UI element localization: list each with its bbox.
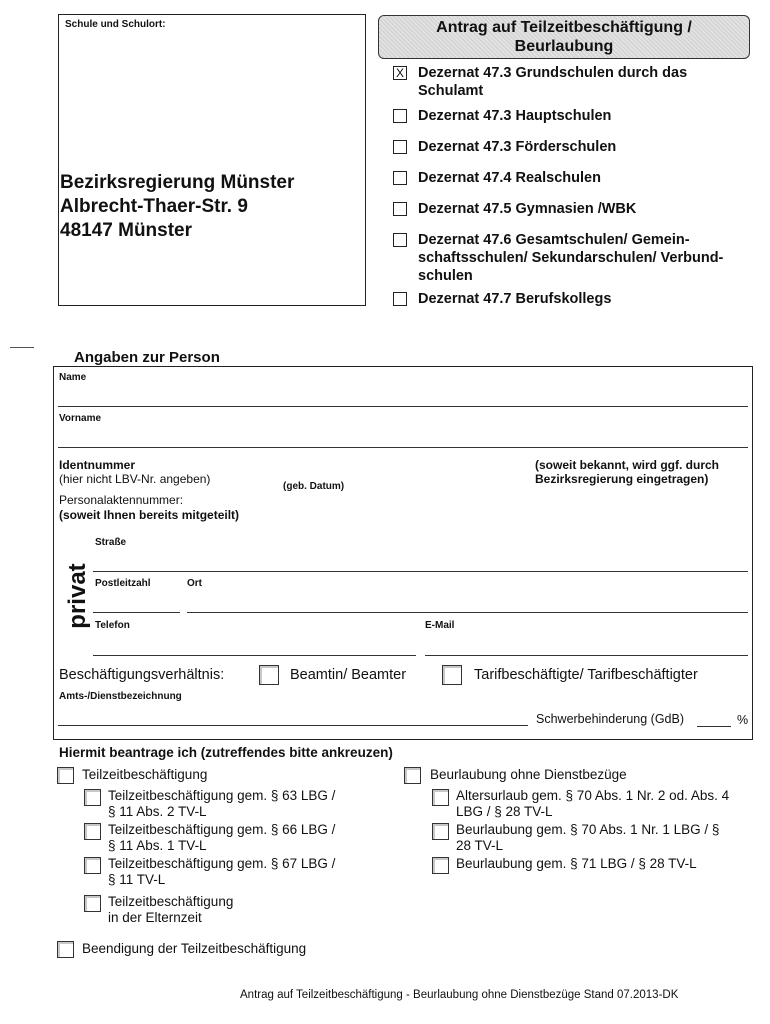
address-line2: Albrecht-Thaer-Str. 9	[60, 196, 248, 217]
t1-checkbox[interactable]	[84, 789, 101, 806]
beendigung-label: Beendigung der Teilzeitbeschäftigung	[82, 941, 307, 956]
t1-line2: § 11 Abs. 2 TV-L	[108, 804, 207, 819]
t3-line2: § 11 TV-L	[108, 872, 166, 887]
form-title-line1: Antrag auf Teilzeitbeschäftigung /	[436, 19, 692, 36]
akten-label: Personalaktennummer:	[59, 493, 184, 507]
t4-line1: Teilzeitbeschäftigung	[108, 894, 234, 909]
dezernat-label-realschulen: Dezernat 47.4 Realschulen	[418, 170, 601, 186]
beendigung-checkbox[interactable]	[57, 941, 74, 958]
vorname-field[interactable]	[58, 447, 748, 448]
akten-hint: (soweit Ihnen bereits mitgeteilt)	[59, 508, 240, 522]
t2-checkbox[interactable]	[84, 823, 101, 840]
t1-label	[108, 788, 335, 820]
email-label: E-Mail	[425, 620, 455, 631]
t4-line2: in der Elternzeit	[108, 910, 202, 925]
b1-line1: Altersurlaub gem. § 70 Abs. 1 Nr. 2 od. Abs. 4	[456, 788, 730, 803]
person-box	[53, 366, 753, 740]
plz-field[interactable]	[93, 612, 180, 613]
b1-checkbox[interactable]	[432, 789, 449, 806]
b2-checkbox[interactable]	[432, 823, 449, 840]
dezernat-checkbox-berufskollegs[interactable]	[393, 292, 407, 306]
dezernat-gesamtschulen-line1: Dezernat 47.6 Gesamtschulen/ Gemein-	[418, 232, 690, 248]
name-field[interactable]	[58, 406, 748, 407]
beamter-label: Beamtin/ Beamter	[290, 667, 407, 683]
antrag-heading: Hiermit beantrage ich (zutreffendes bitte ankreuzen)	[59, 745, 393, 760]
beurlaubung-checkbox[interactable]	[404, 767, 421, 784]
b2-label	[456, 822, 719, 854]
footer-text: Antrag auf Teilzeitbeschäftigung - Beurlaubung ohne Dienstbezüge Stand 07.2013-DK	[240, 989, 679, 1001]
amts-label: Amts-/Dienstbezeichnung	[59, 691, 182, 702]
dezernat-grundschulen-line1: Dezernat 47.3 Grundschulen durch das	[418, 65, 688, 81]
school-box[interactable]	[58, 14, 366, 306]
strasse-field[interactable]	[93, 571, 748, 572]
ident-note-line2: Bezirksregierung eingetragen)	[535, 472, 709, 486]
strasse-label: Straße	[95, 537, 127, 548]
address-line3: 48147 Münster	[60, 220, 193, 241]
b2-line2: 28 TV-L	[456, 838, 504, 853]
dezernat-checkbox-realschulen[interactable]	[393, 171, 407, 185]
b3-checkbox[interactable]	[432, 857, 449, 874]
t3-label	[108, 856, 335, 888]
t3-line1: Teilzeitbeschäftigung gem. § 67 LBG /	[108, 856, 336, 871]
b1-line2: LBG / § 28 TV-L	[456, 804, 553, 819]
email-field[interactable]	[425, 655, 748, 656]
schwer-field[interactable]	[697, 726, 731, 727]
t4-label	[108, 894, 233, 926]
verhaeltnis-label: Beschäftigungsverhältnis:	[59, 667, 225, 683]
form-title	[378, 15, 750, 59]
ort-label: Ort	[187, 578, 202, 589]
beamter-checkbox[interactable]	[259, 665, 279, 685]
fold-mark	[10, 347, 34, 348]
telefon-field[interactable]	[93, 655, 416, 656]
dezernat-label-berufskollegs: Dezernat 47.7 Berufskollegs	[418, 291, 612, 307]
t2-line2: § 11 Abs. 1 TV-L	[108, 838, 207, 853]
b1-label	[456, 788, 729, 820]
beurlaubung-label: Beurlaubung ohne Dienstbezüge	[430, 767, 627, 782]
privat-label: privat	[64, 563, 91, 629]
schwer-label: Schwerbehinderung (GdB)	[536, 712, 684, 726]
percent-sign: %	[737, 713, 749, 727]
plz-label: Postleitzahl	[95, 578, 151, 589]
t2-line1: Teilzeitbeschäftigung gem. § 66 LBG /	[108, 822, 336, 837]
teilzeit-checkbox[interactable]	[57, 767, 74, 784]
amts-field[interactable]	[58, 725, 528, 726]
ort-field[interactable]	[187, 612, 748, 613]
tarif-checkbox[interactable]	[442, 665, 462, 685]
dezernat-checkbox-foerderschulen[interactable]	[393, 140, 407, 154]
t1-line1: Teilzeitbeschäftigung gem. § 63 LBG /	[108, 788, 336, 803]
name-label: Name	[59, 372, 87, 383]
dezernat-label-grundschulen	[418, 64, 687, 100]
telefon-label: Telefon	[95, 620, 130, 631]
tarif-label: Tarifbeschäftigte/ Tarifbeschäftigter	[474, 667, 698, 683]
b3-label: Beurlaubung gem. § 71 LBG / § 28 TV-L	[456, 856, 697, 871]
ident-label: Identnummer	[59, 458, 136, 472]
dezernat-label-gymnasien: Dezernat 47.5 Gymnasien /WBK	[418, 201, 637, 217]
dezernat-checkbox-gymnasien[interactable]	[393, 202, 407, 216]
t3-checkbox[interactable]	[84, 857, 101, 874]
dezernat-checkbox-hauptschulen[interactable]	[393, 109, 407, 123]
dezernat-label-gesamtschulen	[418, 231, 723, 285]
dezernat-gesamtschulen-line2: schaftsschulen/ Sekundarschulen/ Verbund-	[418, 250, 724, 266]
school-label: Schule und Schulort:	[65, 19, 166, 30]
vorname-label: Vorname	[59, 413, 102, 424]
geb-datum-label: (geb. Datum)	[283, 481, 345, 492]
dezernat-grundschulen-line2: Schulamt	[418, 83, 484, 99]
person-heading: Angaben zur Person	[74, 349, 220, 366]
t2-label	[108, 822, 335, 854]
ident-hint: (hier nicht LBV-Nr. angeben)	[59, 472, 211, 486]
teilzeit-label: Teilzeitbeschäftigung	[82, 767, 208, 782]
b2-line1: Beurlaubung gem. § 70 Abs. 1 Nr. 1 LBG / §	[456, 822, 720, 837]
form-title-line2: Beurlaubung	[514, 38, 614, 55]
dezernat-label-foerderschulen: Dezernat 47.3 Förderschulen	[418, 139, 617, 155]
dezernat-checkbox-grundschulen[interactable]: X	[393, 66, 407, 80]
t4-checkbox[interactable]	[84, 895, 101, 912]
ident-note-line1: (soweit bekannt, wird ggf. durch	[535, 458, 720, 472]
dezernat-label-hauptschulen: Dezernat 47.3 Hauptschulen	[418, 108, 612, 124]
address-line1: Bezirksregierung Münster	[60, 172, 295, 193]
dezernat-checkbox-gesamtschulen[interactable]	[393, 233, 407, 247]
dezernat-gesamtschulen-line3: schulen	[418, 268, 473, 284]
